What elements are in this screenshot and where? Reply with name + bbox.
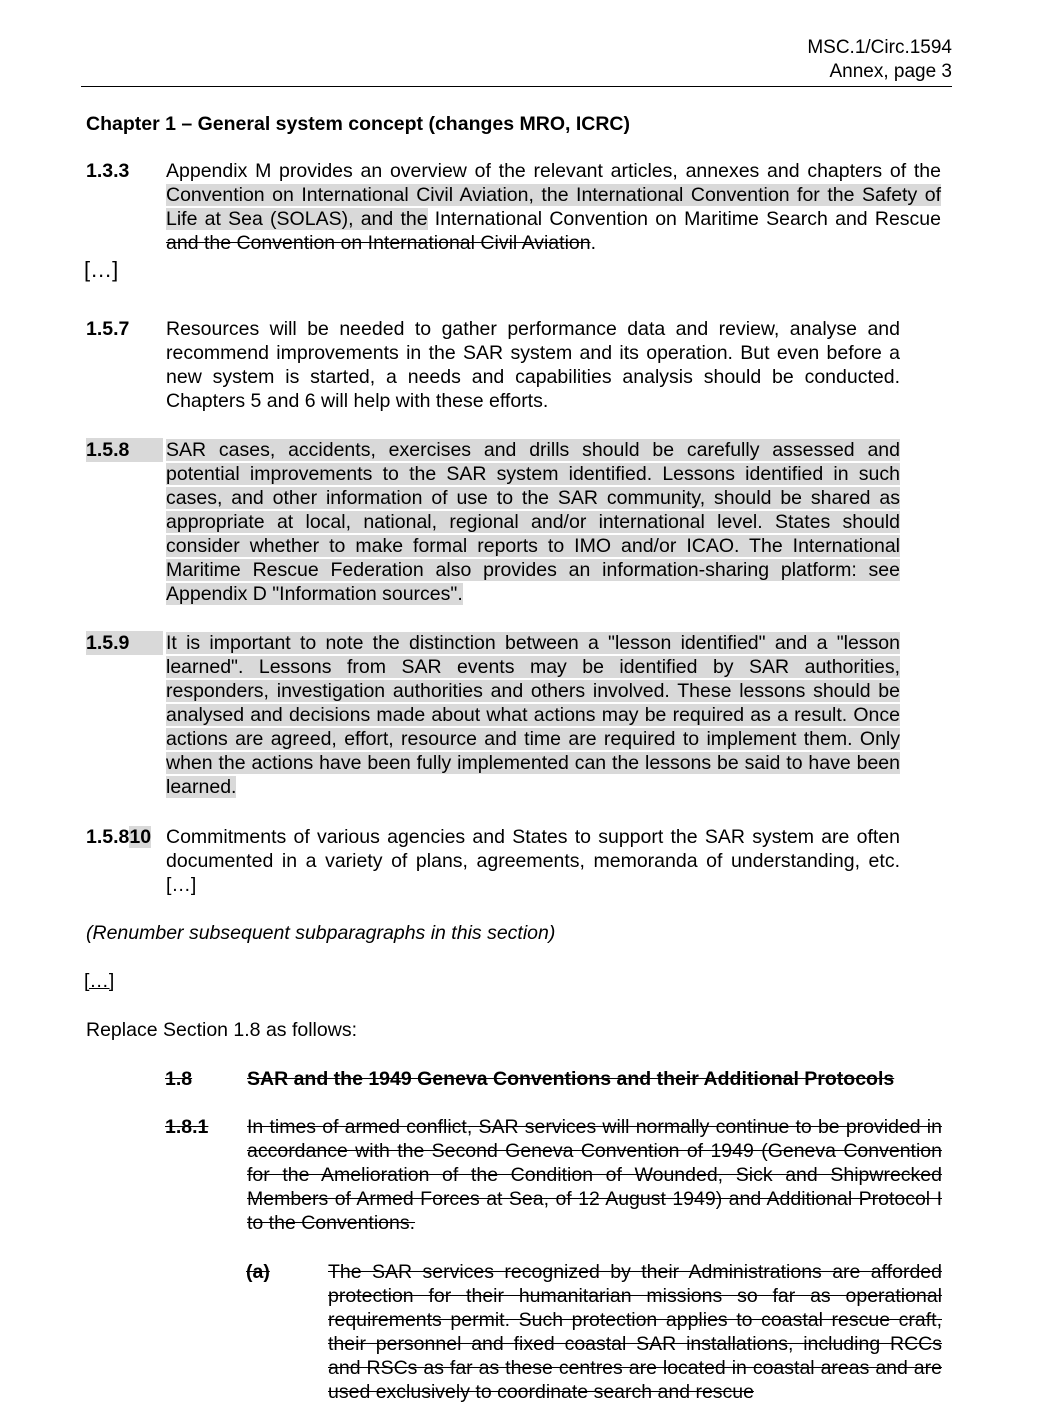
paragraph-1-5-8 [86, 438, 941, 606]
highlighted-insertion: It is important to note the distinction between a "lesson identified" and a "lesson learned". Lessons from SAR events may be identified by SAR authorities, responders, investigation authorities and others involved. These lessons should be analysed and decisions made about what actions may be required as a result. Once actions are agreed, effort, resource and time are required to implement them. Only when the actions have been fully implemented can the lessons be said to have been learned. [166, 632, 900, 798]
chapter-title: Chapter 1 – General system concept (changes MRO, ICRC) [86, 113, 630, 135]
paragraph-text: Commitments of various agencies and States to support the SAR system are often documented in a variety of plans, agreements, memoranda of understanding, etc. […] [166, 826, 900, 896]
paragraph-1-5-10 [86, 825, 941, 897]
paragraph-number: 1.3.3 [86, 160, 130, 182]
renumber-note: (Renumber subsequent subparagraphs in this section) [86, 922, 556, 944]
subparagraph-text: The SAR services recognized by their Administrations are afforded protection for their humanitarian missions so far as operational requirements permit. Such protection applies to coastal rescue craft, their personnel and fixed coastal SAR installations, including RCCs and RSCs as far as these centres are located in coastal areas and are used exclusively to coordinate search and rescue [328, 1261, 942, 1403]
text-segment: . [590, 232, 597, 254]
omission-marker-underlined: […] [84, 970, 115, 992]
replace-instruction: Replace Section 1.8 as follows: [86, 1019, 357, 1041]
paragraph-1-5-7 [86, 317, 941, 413]
paragraph-1-8-1 [165, 1115, 942, 1235]
paragraph-number: 1.5.9 [86, 631, 163, 655]
doc-reference: MSC.1/Circ.1594 [807, 37, 952, 58]
section-title: SAR and the 1949 Geneva Conventions and their Additional Protocols [247, 1068, 895, 1090]
paragraph-number [86, 825, 151, 849]
highlighted-insertion: SAR cases, accidents, exercises and drills should be carefully assessed and potential improvements to the SAR system identified. Lessons identified in such cases, and other information of use to the SAR community, should be shared as appropriate at local, national, regional and/or international level. States should consider whether to make formal reports to IMO and/or ICAO. The International Maritime Rescue Federation also provides an information-sharing platform: see Appendix D "Information sources". [166, 439, 900, 605]
omission-marker: […] [84, 257, 119, 282]
text-segment: International Convention on Maritime Search and Rescue [427, 208, 941, 230]
paragraph-text [166, 631, 900, 799]
highlighted-insertion: Convention on International Civil Aviation, the International Convention for the Safety of Life at Sea (SOLAS), and the [166, 184, 941, 230]
text-segment: Appendix M provides an overview of the relevant articles, annexes and chapters of the [166, 160, 941, 182]
old-number: 1.5.8 [86, 826, 130, 848]
paragraph-1-5-9 [86, 631, 941, 799]
strikethrough-deletion: and the Convention on International Civil Aviation [166, 232, 591, 254]
paragraph-number: 1.5.8 [86, 438, 163, 462]
page-reference: Annex, page 3 [829, 61, 952, 82]
subparagraph-a [246, 1260, 942, 1404]
section-number: 1.8 [165, 1068, 193, 1090]
paragraph-text [166, 159, 941, 255]
paragraph-1-3-3 [86, 159, 941, 255]
page-header [81, 36, 952, 87]
new-number-suffix: 10 [129, 826, 152, 848]
paragraph-text: In times of armed conflict, SAR services will normally continue to be provided in accordance with the Second Geneva Convention of 1949 (Geneva Convention for the Amelioration of the Condition of Wounded, Sick and Shipwrecked Members of Armed Forces at Sea, of 12 August 1949) and Additional Protocol I to the Conventions. [247, 1116, 942, 1234]
paragraph-number: 1.5.7 [86, 318, 130, 340]
paragraph-text [166, 438, 900, 606]
subparagraph-label: (a) [246, 1261, 270, 1283]
paragraph-number: 1.8.1 [165, 1116, 209, 1138]
paragraph-text: Resources will be needed to gather performance data and review, analyse and recommend improvements in the SAR system and its operation. But even before a new system is started, a needs and capabilities analysis should be conducted. Chapters 5 and 6 will help with these efforts. [166, 318, 900, 412]
